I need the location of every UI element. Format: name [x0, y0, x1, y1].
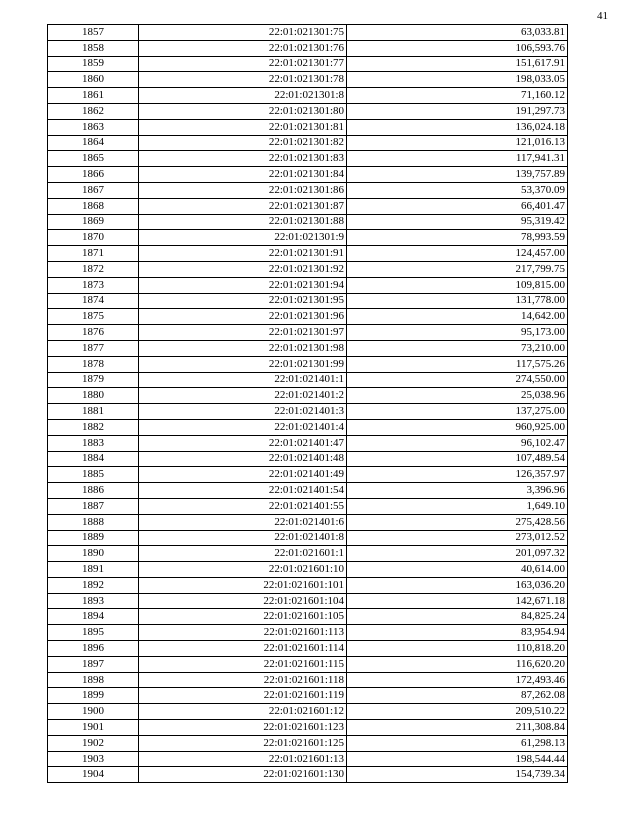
cadastral-number-cell: 22:01:021301:81 — [139, 119, 347, 135]
row-number-cell: 1888 — [48, 514, 139, 530]
table-row — [48, 404, 568, 420]
cadastral-number-cell: 22:01:021301:94 — [139, 277, 347, 293]
cadastral-value-cell: 78,993.59 — [347, 230, 568, 246]
row-number-cell: 1893 — [48, 593, 139, 609]
row-number-cell: 1885 — [48, 467, 139, 483]
row-number-cell: 1890 — [48, 546, 139, 562]
table-row — [48, 641, 568, 657]
table-row — [48, 356, 568, 372]
row-number-cell: 1883 — [48, 435, 139, 451]
table-row — [48, 625, 568, 641]
row-number-cell: 1859 — [48, 56, 139, 72]
row-number-cell: 1894 — [48, 609, 139, 625]
row-number-cell: 1874 — [48, 293, 139, 309]
row-number-cell: 1898 — [48, 672, 139, 688]
cadastral-value-cell: 107,489.54 — [347, 451, 568, 467]
cadastral-value-cell: 154,739.34 — [347, 767, 568, 783]
cadastral-value-cell: 116,620.20 — [347, 656, 568, 672]
row-number-cell: 1899 — [48, 688, 139, 704]
cadastral-value-cell: 139,757.89 — [347, 167, 568, 183]
row-number-cell: 1889 — [48, 530, 139, 546]
cadastral-number-cell: 22:01:021601:101 — [139, 577, 347, 593]
row-number-cell: 1871 — [48, 246, 139, 262]
cadastral-value-cell: 142,671.18 — [347, 593, 568, 609]
cadastral-number-cell: 22:01:021301:8 — [139, 88, 347, 104]
cadastral-number-cell: 22:01:021601:119 — [139, 688, 347, 704]
cadastral-value-cell: 63,033.81 — [347, 25, 568, 41]
row-number-cell: 1857 — [48, 25, 139, 41]
cadastral-number-cell: 22:01:021601:1 — [139, 546, 347, 562]
cadastral-value-cell: 109,815.00 — [347, 277, 568, 293]
table-row — [48, 309, 568, 325]
table-row — [48, 88, 568, 104]
cadastral-number-cell: 22:01:021301:80 — [139, 103, 347, 119]
cadastral-value-cell: 95,173.00 — [347, 325, 568, 341]
cadastral-number-cell: 22:01:021601:130 — [139, 767, 347, 783]
table-row — [48, 40, 568, 56]
row-number-cell: 1861 — [48, 88, 139, 104]
cadastral-number-cell: 22:01:021301:96 — [139, 309, 347, 325]
table-row — [48, 720, 568, 736]
table-row — [48, 230, 568, 246]
table-row — [48, 514, 568, 530]
cadastral-number-cell: 22:01:021301:82 — [139, 135, 347, 151]
table-row — [48, 214, 568, 230]
cadastral-value-cell: 275,428.56 — [347, 514, 568, 530]
cadastral-number-cell: 22:01:021301:75 — [139, 25, 347, 41]
cadastral-number-cell: 22:01:021401:6 — [139, 514, 347, 530]
table-row — [48, 672, 568, 688]
cadastral-number-cell: 22:01:021401:2 — [139, 388, 347, 404]
table-row — [48, 483, 568, 499]
table-body — [48, 25, 568, 783]
table-row — [48, 325, 568, 341]
row-number-cell: 1866 — [48, 167, 139, 183]
table-row — [48, 530, 568, 546]
cadastral-value-cell: 136,024.18 — [347, 119, 568, 135]
row-number-cell: 1870 — [48, 230, 139, 246]
table-row — [48, 435, 568, 451]
row-number-cell: 1892 — [48, 577, 139, 593]
row-number-cell: 1900 — [48, 704, 139, 720]
cadastral-value-cell: 201,097.32 — [347, 546, 568, 562]
cadastral-number-cell: 22:01:021401:54 — [139, 483, 347, 499]
cadastral-number-cell: 22:01:021601:104 — [139, 593, 347, 609]
table-row — [48, 688, 568, 704]
cadastral-value-cell: 117,575.26 — [347, 356, 568, 372]
cadastral-value-cell: 61,298.13 — [347, 735, 568, 751]
table-row — [48, 103, 568, 119]
row-number-cell: 1868 — [48, 198, 139, 214]
table-row — [48, 388, 568, 404]
cadastral-number-cell: 22:01:021601:125 — [139, 735, 347, 751]
row-number-cell: 1867 — [48, 182, 139, 198]
cadastral-number-cell: 22:01:021601:10 — [139, 562, 347, 578]
table-row — [48, 293, 568, 309]
row-number-cell: 1896 — [48, 641, 139, 657]
cadastral-value-cell: 124,457.00 — [347, 246, 568, 262]
cadastral-value-cell: 117,941.31 — [347, 151, 568, 167]
cadastral-value-cell: 217,799.75 — [347, 261, 568, 277]
cadastral-value-cell: 110,818.20 — [347, 641, 568, 657]
table-row — [48, 767, 568, 783]
table-row — [48, 751, 568, 767]
cadastral-number-cell: 22:01:021601:118 — [139, 672, 347, 688]
cadastral-value-cell: 83,954.94 — [347, 625, 568, 641]
cadastral-number-cell: 22:01:021601:12 — [139, 704, 347, 720]
table-row — [48, 277, 568, 293]
row-number-cell: 1897 — [48, 656, 139, 672]
row-number-cell: 1878 — [48, 356, 139, 372]
cadastral-value-cell: 172,493.46 — [347, 672, 568, 688]
cadastral-number-cell: 22:01:021301:78 — [139, 72, 347, 88]
cadastral-value-cell: 151,617.91 — [347, 56, 568, 72]
table-row — [48, 577, 568, 593]
table-row — [48, 609, 568, 625]
row-number-cell: 1864 — [48, 135, 139, 151]
table-row — [48, 151, 568, 167]
table-row — [48, 119, 568, 135]
cadastral-value-cell: 1,649.10 — [347, 498, 568, 514]
table-row — [48, 419, 568, 435]
row-number-cell: 1873 — [48, 277, 139, 293]
cadastral-number-cell: 22:01:021301:92 — [139, 261, 347, 277]
cadastral-value-cell: 14,642.00 — [347, 309, 568, 325]
cadastral-value-cell: 106,593.76 — [347, 40, 568, 56]
row-number-cell: 1884 — [48, 451, 139, 467]
cadastral-number-cell: 22:01:021301:97 — [139, 325, 347, 341]
cadastral-value-cell: 84,825.24 — [347, 609, 568, 625]
table-row — [48, 546, 568, 562]
table-row — [48, 198, 568, 214]
row-number-cell: 1862 — [48, 103, 139, 119]
row-number-cell: 1902 — [48, 735, 139, 751]
table-row — [48, 261, 568, 277]
page-number: 41 — [597, 10, 608, 22]
table-row — [48, 498, 568, 514]
table-row — [48, 593, 568, 609]
cadastral-value-cell: 121,016.13 — [347, 135, 568, 151]
table-row — [48, 72, 568, 88]
cadastral-value-cell: 198,033.05 — [347, 72, 568, 88]
row-number-cell: 1875 — [48, 309, 139, 325]
cadastral-number-cell: 22:01:021401:3 — [139, 404, 347, 420]
cadastral-value-cell: 71,160.12 — [347, 88, 568, 104]
table-row — [48, 182, 568, 198]
table-row — [48, 372, 568, 388]
cadastral-value-cell: 66,401.47 — [347, 198, 568, 214]
row-number-cell: 1877 — [48, 340, 139, 356]
cadastral-number-cell: 22:01:021601:113 — [139, 625, 347, 641]
table-row — [48, 656, 568, 672]
cadastral-value-cell: 191,297.73 — [347, 103, 568, 119]
cadastral-value-cell: 211,308.84 — [347, 720, 568, 736]
cadastral-number-cell: 22:01:021301:99 — [139, 356, 347, 372]
row-number-cell: 1901 — [48, 720, 139, 736]
cadastral-number-cell: 22:01:021301:86 — [139, 182, 347, 198]
cadastral-number-cell: 22:01:021601:114 — [139, 641, 347, 657]
cadastral-number-cell: 22:01:021301:76 — [139, 40, 347, 56]
cadastral-value-cell: 95,319.42 — [347, 214, 568, 230]
row-number-cell: 1880 — [48, 388, 139, 404]
table-row — [48, 167, 568, 183]
row-number-cell: 1882 — [48, 419, 139, 435]
cadastral-value-cell: 53,370.09 — [347, 182, 568, 198]
row-number-cell: 1865 — [48, 151, 139, 167]
table-row — [48, 704, 568, 720]
cadastral-value-cell: 96,102.47 — [347, 435, 568, 451]
table-row — [48, 25, 568, 41]
table-row — [48, 451, 568, 467]
cadastral-value-cell: 3,396.96 — [347, 483, 568, 499]
row-number-cell: 1895 — [48, 625, 139, 641]
cadastral-value-cell: 137,275.00 — [347, 404, 568, 420]
row-number-cell: 1863 — [48, 119, 139, 135]
cadastral-number-cell: 22:01:021301:77 — [139, 56, 347, 72]
row-number-cell: 1869 — [48, 214, 139, 230]
cadastral-number-cell: 22:01:021401:8 — [139, 530, 347, 546]
row-number-cell: 1872 — [48, 261, 139, 277]
cadastral-value-cell: 40,614.00 — [347, 562, 568, 578]
row-number-cell: 1879 — [48, 372, 139, 388]
cadastral-number-cell: 22:01:021401:4 — [139, 419, 347, 435]
row-number-cell: 1886 — [48, 483, 139, 499]
cadastral-value-cell: 163,036.20 — [347, 577, 568, 593]
cadastral-number-cell: 22:01:021601:123 — [139, 720, 347, 736]
table-row — [48, 340, 568, 356]
row-number-cell: 1876 — [48, 325, 139, 341]
cadastral-number-cell: 22:01:021401:55 — [139, 498, 347, 514]
cadastral-number-cell: 22:01:021601:115 — [139, 656, 347, 672]
row-number-cell: 1887 — [48, 498, 139, 514]
cadastral-number-cell: 22:01:021301:95 — [139, 293, 347, 309]
cadastral-number-cell: 22:01:021301:9 — [139, 230, 347, 246]
cadastral-value-cell: 131,778.00 — [347, 293, 568, 309]
cadastral-value-cell: 198,544.44 — [347, 751, 568, 767]
cadastral-value-cell: 87,262.08 — [347, 688, 568, 704]
cadastral-number-cell: 22:01:021301:98 — [139, 340, 347, 356]
row-number-cell: 1904 — [48, 767, 139, 783]
cadastral-number-cell: 22:01:021301:87 — [139, 198, 347, 214]
cadastral-number-cell: 22:01:021301:83 — [139, 151, 347, 167]
table-row — [48, 135, 568, 151]
row-number-cell: 1891 — [48, 562, 139, 578]
cadastral-value-cell: 274,550.00 — [347, 372, 568, 388]
cadastral-value-cell: 126,357.97 — [347, 467, 568, 483]
cadastral-number-cell: 22:01:021401:47 — [139, 435, 347, 451]
cadastral-number-cell: 22:01:021601:13 — [139, 751, 347, 767]
cadastral-value-table — [47, 24, 568, 783]
row-number-cell: 1858 — [48, 40, 139, 56]
cadastral-number-cell: 22:01:021401:48 — [139, 451, 347, 467]
cadastral-value-cell: 73,210.00 — [347, 340, 568, 356]
cadastral-value-cell: 209,510.22 — [347, 704, 568, 720]
table-row — [48, 735, 568, 751]
cadastral-number-cell: 22:01:021401:1 — [139, 372, 347, 388]
cadastral-value-cell: 273,012.52 — [347, 530, 568, 546]
cadastral-number-cell: 22:01:021601:105 — [139, 609, 347, 625]
table-row — [48, 56, 568, 72]
cadastral-value-cell: 25,038.96 — [347, 388, 568, 404]
cadastral-number-cell: 22:01:021401:49 — [139, 467, 347, 483]
cadastral-value-cell: 960,925.00 — [347, 419, 568, 435]
row-number-cell: 1881 — [48, 404, 139, 420]
table-row — [48, 467, 568, 483]
row-number-cell: 1903 — [48, 751, 139, 767]
cadastral-number-cell: 22:01:021301:91 — [139, 246, 347, 262]
table-row — [48, 246, 568, 262]
row-number-cell: 1860 — [48, 72, 139, 88]
cadastral-number-cell: 22:01:021301:84 — [139, 167, 347, 183]
cadastral-number-cell: 22:01:021301:88 — [139, 214, 347, 230]
table-row — [48, 562, 568, 578]
